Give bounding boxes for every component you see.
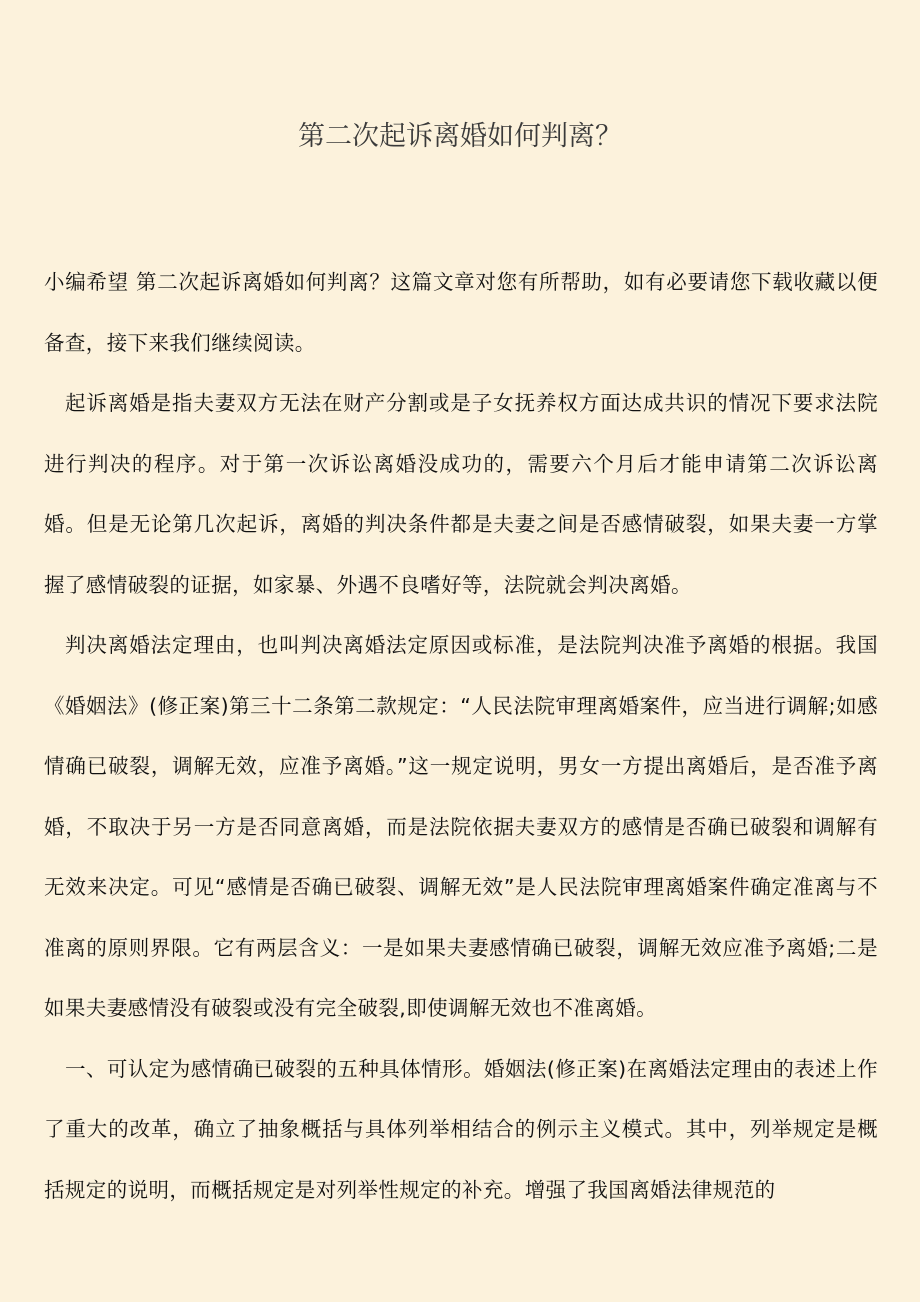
body-paragraph: 判决离婚法定理由，也叫判决离婚法定原因或标准，是法院判决准予离婚的根据。我国《婚姻法》(修正案)第三十二条第二款规定：“人民法院审理离婚案件，应当进行调解;如感情确已破裂，调解无效，应准予离婚。”这一规定说明，男女一方提出离婚后，是否准予离婚，不取决于另一方是否同意离婚，而是法院依据夫妻双方的感情是否确已破裂和调解有无效来决定。可见“感情是否确已破裂、调解无效”是人民法院审理离婚案件确定准离与不准离的原则界限。它有两层含义：一是如果夫妻感情确已破裂，调解无效应准予离婚;二是如果夫妻感情没有破裂或没有完全破裂,即使调解无效也不准离婚。 <box>44 633 878 1020</box>
document-title: 第二次起诉离婚如何判离？ <box>298 121 622 152</box>
intro-paragraph: 小编希望 第二次起诉离婚如何判离？这篇文章对您有所帮助，如有必要请您下载收藏以便备查，接下来我们继续阅读。 <box>44 270 878 355</box>
body-paragraph: 一、可认定为感情确已破裂的五种具体情形。婚姻法(修正案)在离婚法定理由的表述上作了重大的改革，确立了抽象概括与具体列举相结合的例示主义模式。其中，列举规定是概括规定的说明，而概括规定是对列举性规定的补充。增强了我国离婚法律规范的 <box>44 1056 878 1202</box>
body-paragraph: 起诉离婚是指夫妻双方无法在财产分割或是子女抚养权方面达成共识的情况下要求法院进行判决的程序。对于第一次诉讼离婚没成功的，需要六个月后才能申请第二次诉讼离婚。但是无论第几次起诉，离婚的判决条件都是夫妻之间是否感情破裂，如果夫妻一方掌握了感情破裂的证据，如家暴、外遇不良嗜好等，法院就会判决离婚。 <box>44 391 878 597</box>
document-body <box>44 252 878 1220</box>
